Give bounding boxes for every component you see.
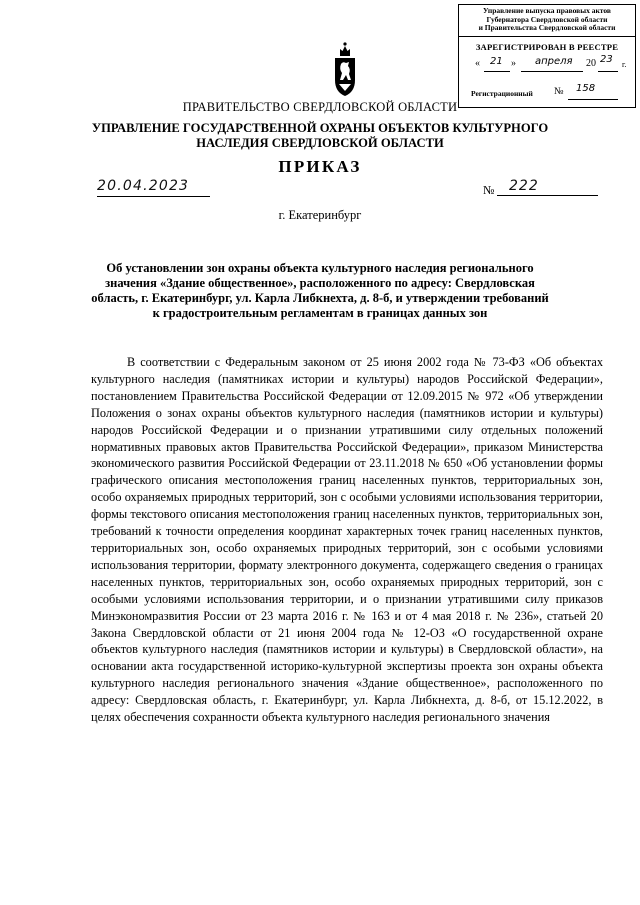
- sverdlovsk-coat-of-arms-icon: [333, 40, 357, 98]
- stamp-quote-open: «: [475, 58, 480, 69]
- stamp-number-row: [459, 83, 635, 101]
- stamp-header-line: и Правительства Свердловской области: [478, 23, 616, 32]
- stamp-year-suffix: 23: [600, 54, 613, 65]
- stamp-number: 158: [576, 83, 596, 94]
- document-body: В соответствии с Федеральным законом от 25 июня 2002 года № 73-ФЗ «Об объектах культурного наследия (памятниках истории и культуры) народов Российской Федерации», постановлением Правительства Российской Федерации от 12.09.2015 № 972 «Об утверждении Положения о зонах охраны объектов культурного наследия (памятников истории и культуры) народов Российской Федерации и о признании утратившими силу отдельных положений нормативных правовых актов Правительства Российской Федерации», приказом Министерства экономического развития Российской Федерации от 23.11.2018 № 650 «Об установлении формы графического описания местоположения границ населенных пунктов, территориальных зон, особо охраняемых природных территорий, зон с особыми условиями использования территории, формы текстового описания местоположения границ населенных пунктов, территориальных зон, требований к точности определения координат характерных точек границ населенных пунктов, территориальных зон, особо охраняемых природных территорий, зон с особыми условиями использования территории, формату электронного документа, содержащего сведения о границах населенных пунктов, территориальных зон, особо охраняемых природных территорий, зон с особыми условиями использования территории, и о признании утратившими силу приказов Минэкономразвития России от 23 марта 2016 г. № 163 и от 4 мая 2018 г. № 236», статьей 20 Закона Свердловской области от 21 июня 2004 года № 12-ОЗ «О государственной охране объектов культурного наследия (памятников истории и культуры) в Свердловской области», на основании акта государственной историко-культурной экспертизы проекта зон охраны объекта культурного наследия регионального значения «Здание общественное», расположенного по адресу: Свердловская область, г. Екатеринбург, ул. Карла Либкнехта, д. 8-б, от 15.12.2022, в целях обеспечения сохранности объекта культурного наследия регионального значения: [91, 355, 603, 725]
- government-name: ПРАВИТЕЛЬСТВО СВЕРДЛОВСКОЙ ОБЛАСТИ: [182, 100, 458, 114]
- order-date: 20.04.2023: [97, 178, 210, 197]
- stamp-number-sign: №: [554, 86, 564, 97]
- stamp-month: апреля: [535, 56, 573, 67]
- order-number: 222: [497, 178, 598, 196]
- stamp-year-mark: г.: [622, 60, 627, 69]
- document-title: Об установлении зон охраны объекта культурного наследия регионального значения «Здание общественное», расположенного по адресу: Свердловская область, г. Екатеринбург, ул. Карла Либкнехта, д. 8-б, и утверждении требований к градостроительным регламентам в границах данных зон: [91, 261, 549, 320]
- stamp-date-row: [459, 54, 635, 73]
- stamp-day: 21: [490, 56, 503, 67]
- registration-stamp: [458, 4, 636, 108]
- stamp-registered-label: ЗАРЕГИСТРИРОВАН В РЕЕСТРЕ: [475, 41, 619, 52]
- department-name: УПРАВЛЕНИЕ ГОСУДАРСТВЕННОЙ ОХРАНЫ ОБЪЕКТОВ КУЛЬТУРНОГО НАСЛЕДИЯ СВЕРДЛОВСКОЙ ОБЛАСТИ: [91, 121, 549, 150]
- document-type: ПРИКАЗ: [278, 157, 362, 176]
- stamp-header-line: Губернатора Свердловской области: [486, 14, 608, 24]
- stamp-header-line: Управление выпуска правовых актов: [483, 6, 611, 15]
- order-number-sign: №: [483, 183, 495, 197]
- stamp-header: [459, 5, 635, 37]
- stamp-quote-close: »: [511, 58, 516, 69]
- city: г. Екатеринбург: [278, 208, 362, 222]
- stamp-year-prefix: 20: [586, 58, 596, 69]
- stamp-number-label: Регистрационный: [471, 89, 533, 98]
